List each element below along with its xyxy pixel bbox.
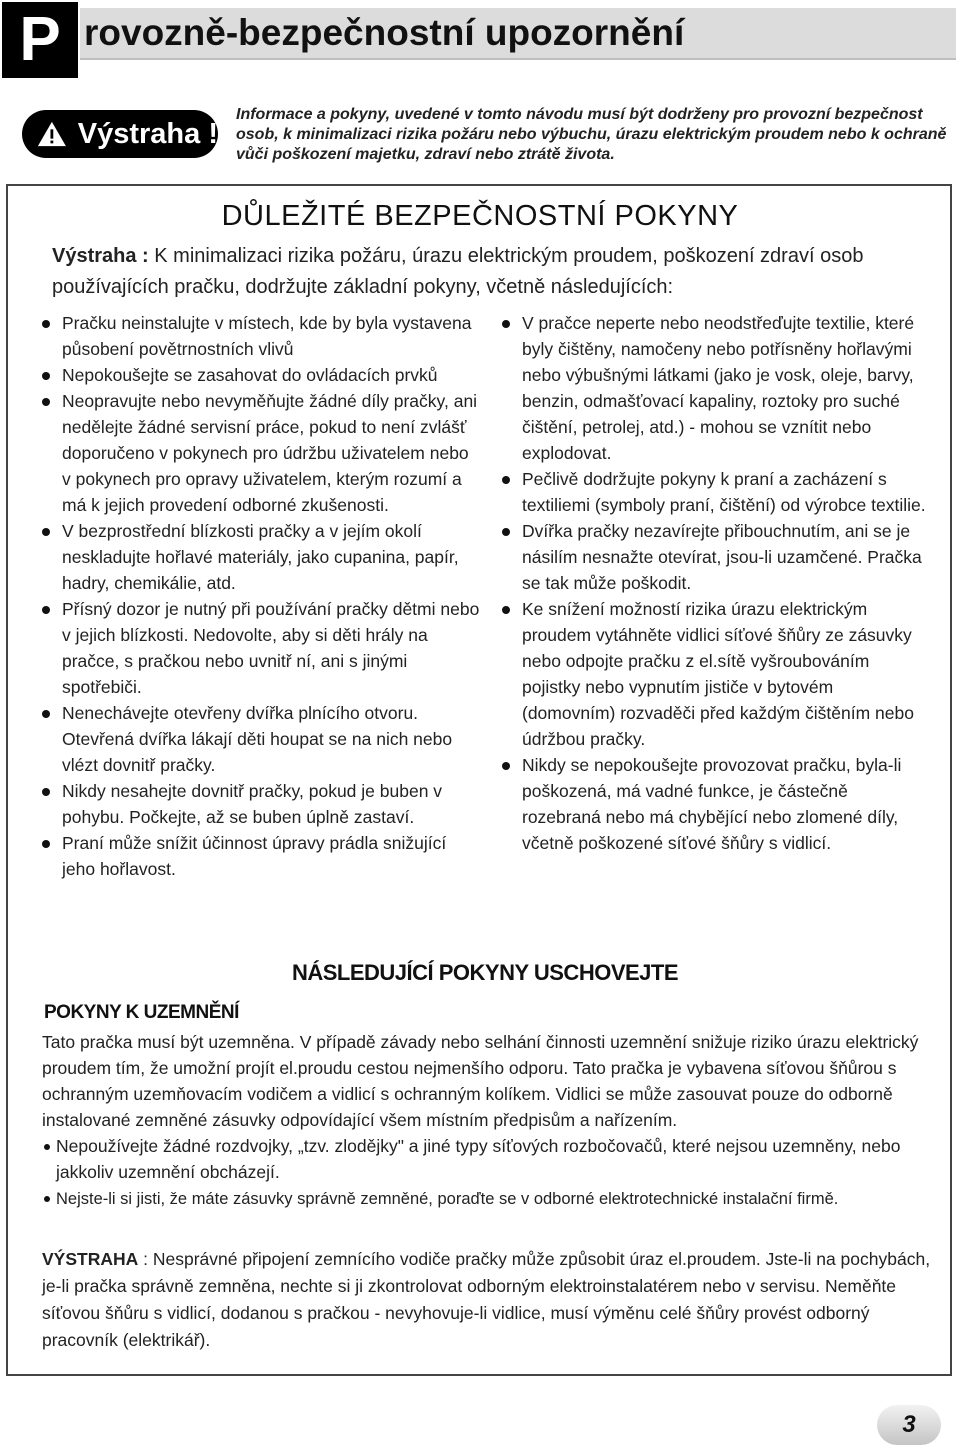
list-item-text: Neopravujte nebo nevyměňujte žádné díly pračky, ani nedělejte žádné servisní práce, pokud to není zvlášť doporučeno v pokynech pro údržbu uživatelem nebo v pokynech pro opravy uživatelem, kterým rozumí a má k jejich provedení odborné zkušenosti. bbox=[62, 391, 478, 515]
lead-label: Výstraha : bbox=[52, 245, 149, 267]
list-item-text: Pečlivě dodržujte pokyny k praní a zacházení s textiliemi (symboly praní, čištění) od výrobce textilie. bbox=[522, 469, 926, 515]
bullet-icon bbox=[42, 710, 50, 718]
list-item bbox=[40, 310, 480, 362]
list-item bbox=[42, 1133, 932, 1185]
list-item-text: V bezprostřední blízkosti pračky a v jejím okolí neskladujte hořlavé materiály, jako cupanina, papír, hadry, chemikálie, atd. bbox=[62, 521, 459, 593]
bullet-icon bbox=[42, 372, 50, 380]
bullet-icon bbox=[42, 606, 50, 614]
list-item-text: Nenechávejte otevřeny dvířka plnícího otvoru. Otevřená dvířka lákají děti houpat se na nich nebo vlézt dovnitř pračky. bbox=[62, 703, 453, 775]
list-item bbox=[500, 518, 930, 596]
left-column bbox=[40, 310, 480, 882]
lead-text: K minimalizaci rizika požáru, úrazu elektrickým proudem, poškození zdraví osob používajících pračku, dodržujte základní pokyny, včetně následujících: bbox=[52, 245, 864, 298]
list-item bbox=[40, 830, 480, 882]
list-item-text: Nepoužívejte žádné rozdvojky, „tzv. zlodějky" a jiné typy síťových rozbočovačů, které nejsou uzemněny, nebo jakkoliv uzemnění obcházejí. bbox=[56, 1136, 901, 1182]
page-number: 3 bbox=[877, 1405, 941, 1445]
bullet-icon bbox=[502, 606, 510, 614]
list-item bbox=[40, 388, 480, 518]
list-item-text: Praní může snížit účinnost úpravy prádla snižující jeho hořlavost. bbox=[62, 833, 447, 879]
final-warning-label: VÝSTRAHA bbox=[42, 1249, 139, 1269]
warning-badge-label: Výstraha ! bbox=[77, 117, 218, 150]
bullet-icon bbox=[42, 840, 50, 848]
warning-badge bbox=[22, 110, 218, 158]
bullet-icon bbox=[42, 528, 50, 536]
list-item bbox=[40, 518, 480, 596]
list-item bbox=[40, 700, 480, 778]
list-item bbox=[40, 362, 480, 388]
page-title: rovozně-bezpečnostní upozornění bbox=[84, 12, 685, 53]
list-item-text: Pračku neinstalujte v místech, kde by byla vystavena působení povětrnostních vlivů bbox=[62, 313, 472, 359]
right-column bbox=[500, 310, 930, 856]
final-warning bbox=[42, 1246, 942, 1354]
list-item-text: Nikdy se nepokoušejte provozovat pračku, byla-li poškozená, má vadné funkce, je částečně rozebraná nebo má chybějící nebo zlomené díly, včetně poškozené síťové šňůry s vidlicí. bbox=[522, 755, 902, 853]
bullet-icon bbox=[42, 788, 50, 796]
bullet-icon bbox=[502, 762, 510, 770]
final-warning-text: : Nesprávné připojení zemnícího vodiče pračky může způsobit úraz el.proudem. Jste-li na pochybách, je-li pračka správně zemněna, nechte si ji zkontrolovat odborným elektroinstalatérem nebo v servisu. Neměňte síťovou šňůru s vidlicí, dodanou s pračkou - nevyhovuje-li vidlice, musí výměnu celé šňůry provést odborný pracovník (elektrikář). bbox=[42, 1249, 931, 1350]
list-item bbox=[500, 466, 930, 518]
bullet-icon bbox=[502, 320, 510, 328]
grounding-title: POKYNY K UZEMNĚNÍ bbox=[44, 1002, 239, 1023]
bullet-icon bbox=[42, 398, 50, 406]
grounding-section bbox=[42, 1029, 932, 1212]
list-item bbox=[42, 1185, 932, 1212]
lead-paragraph bbox=[52, 241, 932, 303]
list-item-text: Nepokoušejte se zasahovat do ovládacích prvků bbox=[62, 365, 438, 385]
bullet-icon bbox=[502, 476, 510, 484]
list-item bbox=[500, 596, 930, 752]
main-heading: DŮLEŽITÉ BEZPEČNOSTNÍ POKYNY bbox=[221, 200, 739, 232]
list-item bbox=[40, 596, 480, 700]
keep-instructions-heading: NÁSLEDUJÍCÍ POKYNY USCHOVEJTE bbox=[291, 960, 679, 985]
list-item-text: V pračce neperte nebo neodstřeďujte textilie, které byly čištěny, namočeny nebo potřísněny hořlavými nebo výbušnými látkami (jako je vosk, oleje, barvy, benzin, odmašťovací kapaliny, roztoky pro suché čištění, petrolej, atd.) - mohou se vznítit nebo explodovat. bbox=[522, 313, 915, 463]
list-item bbox=[500, 310, 930, 466]
list-item-text: Přísný dozor je nutný při používání pračky dětmi nebo v jejich blízkosti. Nedovolte, aby si děti hrály na pračce, s pračkou nebo uvnitř ní, ani s jinými spotřebiči. bbox=[62, 599, 480, 697]
warning-intro-text: Informace a pokyny, uvedené v tomto návodu musí být dodrženy pro provozní bezpečnost osob, k minimalizaci rizika požáru nebo výbuchu, úrazu elektrickým proudem nebo k ochraně vůči poškození majetku, zdraví nebo ztrátě života. bbox=[236, 106, 947, 163]
header-initial-letter: P bbox=[2, 2, 78, 78]
bullet-icon bbox=[502, 528, 510, 536]
list-item-text: Ke snížení možností rizika úrazu elektrickým proudem vytáhněte vidlici síťové šňůry ze zásuvky nebo odpojte pračku z el.sítě vyšroubováním pojistky nebo vypnutím jističe v bytovém (domovním) rozvaděči před každým čištěním nebo údržbou pračky. bbox=[522, 599, 914, 749]
warning-triangle-icon bbox=[36, 119, 68, 149]
list-item bbox=[500, 752, 930, 856]
grounding-paragraph: Tato pračka musí být uzemněna. V případě závady nebo selhání činnosti uzemnění snižuje riziko úrazu elektrický proudem tím, že umožní projít el.proudu cestou nejmenšího odporu. Tato pračka je vybavena síťovou šňůrou s ochranným uzemňovacím vodičem a vidlicí s ochranným kolíkem. Vidlici se může zasouvat pouze do odborně instalované zemněné zásuvky odpovídající všem místním předpisům a nařízením. bbox=[42, 1032, 919, 1130]
list-item-text: Nejste-li si jisti, že máte zásuvky správně zemněné, poraďte se v odborné elektrotechnické instalační firmě. bbox=[56, 1190, 839, 1208]
bullet-icon bbox=[42, 320, 50, 328]
list-item bbox=[40, 778, 480, 830]
bullet-icon bbox=[44, 1144, 50, 1150]
list-item-text: Nikdy nesahejte dovnitř pračky, pokud je buben v pohybu. Počkejte, až se buben úplně zastaví. bbox=[62, 781, 443, 827]
bullet-icon bbox=[44, 1196, 50, 1202]
list-item-text: Dvířka pračky nezavírejte přibouchnutím, ani se je násilím nesnažte otevírat, jsou-li uzamčené. Pračka se tak může poškodit. bbox=[522, 521, 922, 593]
